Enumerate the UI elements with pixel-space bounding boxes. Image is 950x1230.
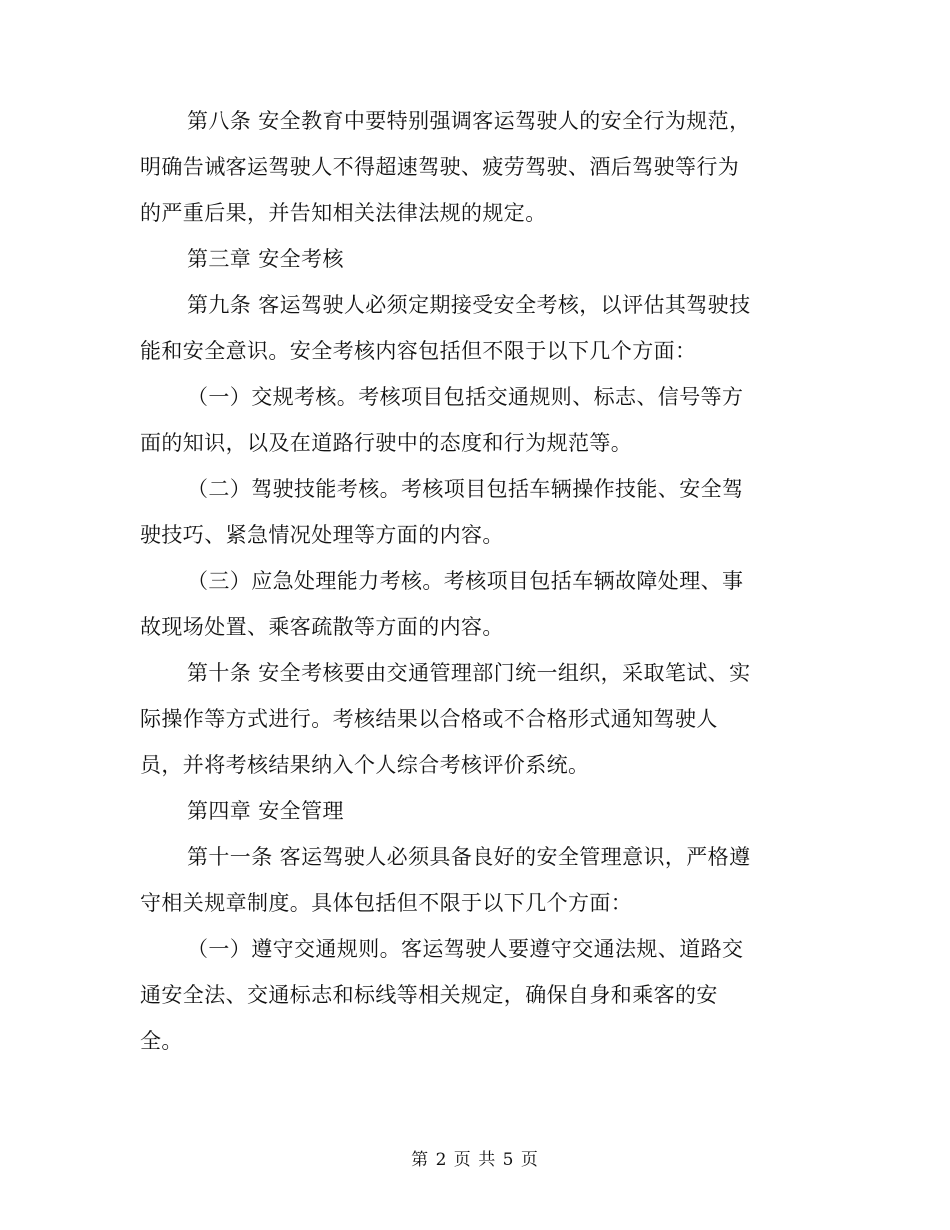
- text-line: 第九条 客运驾驶人必须定期接受安全考核，以评估其驾驶技: [187, 293, 751, 317]
- chapter-heading: 第三章 安全考核: [187, 247, 344, 271]
- text-line: 的严重后果，并告知相关法律法规的规定。: [140, 201, 547, 225]
- text-line: （三）应急处理能力考核。考核项目包括车辆故障处理、事: [187, 569, 744, 593]
- text-line: 第十一条 客运驾驶人必须具备良好的安全管理意识，严格遵: [187, 845, 751, 869]
- text-line: 第八条 安全教育中要特别强调客运驾驶人的安全行为规范，: [187, 109, 751, 133]
- page-number-footer: 第 2 页 共 5 页: [411, 1150, 539, 1170]
- text-line: （一）交规考核。考核项目包括交通规则、标志、信号等方: [187, 385, 744, 409]
- text-line: （一）遵守交通规则。客运驾驶人要遵守交通法规、道路交: [187, 937, 744, 961]
- text-line: 全。: [140, 1029, 183, 1053]
- text-line: 员，并将考核结果纳入个人综合考核评价系统。: [140, 753, 590, 777]
- text-line: 守相关规章制度。具体包括但不限于以下几个方面：: [140, 891, 633, 915]
- text-line: 通安全法、交通标志和标线等相关规定，确保自身和乘客的安: [140, 983, 718, 1007]
- chapter-heading: 第四章 安全管理: [187, 799, 344, 823]
- text-line: 能和安全意识。安全考核内容包括但不限于以下几个方面：: [140, 339, 697, 363]
- text-line: 驶技巧、紧急情况处理等方面的内容。: [140, 523, 504, 547]
- text-line: 明确告诫客运驾驶人不得超速驾驶、疲劳驾驶、酒后驾驶等行为: [140, 155, 740, 179]
- text-line: （二）驾驶技能考核。考核项目包括车辆操作技能、安全驾: [187, 477, 744, 501]
- text-line: 面的知识，以及在道路行驶中的态度和行为规范等。: [140, 431, 633, 455]
- text-line: 际操作等方式进行。考核结果以合格或不合格形式通知驾驶人: [140, 707, 718, 731]
- text-line: 第十条 安全考核要由交通管理部门统一组织，采取笔试、实: [187, 661, 751, 685]
- text-line: 故现场处置、乘客疏散等方面的内容。: [140, 615, 504, 639]
